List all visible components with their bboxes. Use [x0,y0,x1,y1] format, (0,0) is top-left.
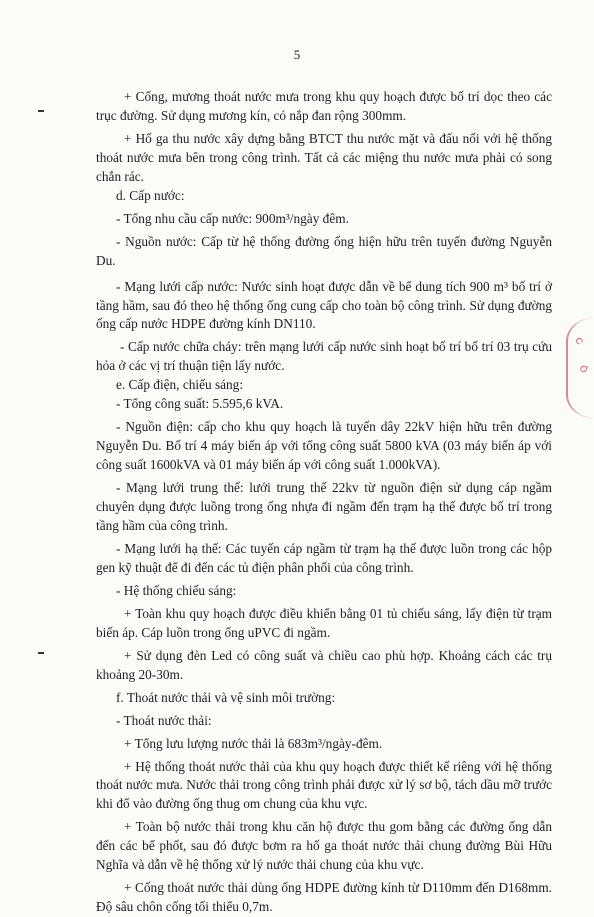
paragraph: + Hệ thống thoát nước thải của khu quy hoạch được thiết kế riêng với hệ thống thoát nước mưa. Nước thải trong công trình phải được xử lý sơ bộ, tách dầu mỡ trước khi đổ vào đường ống thug om chung của khu vực. [96,758,552,812]
paragraph: - Nguồn nước: Cấp từ hệ thống đường ống hiện hữu trên tuyến đường Nguyễn Du. [96,233,552,268]
margin-mark [38,652,44,654]
section-heading: d. Cấp nước: [116,187,185,203]
paragraph: + Cống thoát nước thải dùng ống HDPE đường kính từ D110mm đến D168mm. Độ sâu chôn cống tối thiểu 0,7m. [96,880,552,915]
section-heading: f. Thoát nước thải và vệ sinh môi trường: [116,689,336,705]
paragraph: - Tổng nhu cầu cấp nước: 900m³/ngày đêm. [116,210,349,226]
paragraph: - Mạng lưới cấp nước: Nước sinh hoạt được dẫn về bể dung tích 900 m³ bố trí ở tầng hầm, sau đó theo hệ thống ống cung cấp cho toàn bộ công trình. Sử dụng đường ống cấp nước HDPE đường kính DN110. [96,278,552,332]
paragraph: - Thoát nước thải: [116,712,212,728]
paragraph: + Cống, mương thoát nước mưa trong khu quy hoạch được bố trí dọc theo các trục đường. Sử dụng mương kín, có nắp đan rộng 300mm. [96,89,552,123]
red-stamp-fragment: C Ô [566,318,594,418]
margin-mark [38,110,44,112]
paragraph: - Hệ thống chiếu sáng: [116,582,237,598]
paragraph: - Nguồn điện: cấp cho khu quy hoạch là tuyến dây 22kV hiện hữu trên đường Nguyễn Du. Bố trí 4 máy biến áp với tổng công suất 5800 kVA (03 máy biến áp với công suất 1600kVA và 01 máy biến áp với công suất 1.000kVA). [96,419,552,473]
paragraph: - Mạng lưới trung thế: lưới trung thế 22kv từ nguồn điện sử dụng cáp ngầm chuyên dụng được luồng trong ống nhựa đi ngầm đến trạm hạ thế được bố trí trong tầng hầm của công trình. [96,480,552,534]
page-number: 5 [293,47,301,62]
document-body [96,88,552,917]
paragraph: - Tổng công suất: 5.595,6 kVA. [116,396,284,412]
section-heading: e. Cấp điện, chiếu sáng: [116,377,244,393]
paragraph: - Mạng lưới hạ thế: Các tuyến cáp ngầm từ trạm hạ thế được luồn trong các hộp gen kỹ thuật để đi đến các tủ điện phân phối của công trình. [96,540,552,575]
paragraph: + Sử dụng đèn Led có công suất và chiều cao phù hợp. Khoảng cách các trụ khoảng 20-30m. [96,647,552,682]
paragraph: + Hố ga thu nước xây dựng bằng BTCT thu nước mặt và đấu nối với hệ thống thoát nước mưa bên trong công trình. Tất cả các miệng thu nước mưa phải có song chắn rác. [96,130,552,184]
paragraph: + Toàn khu quy hoạch được điều khiển bằng 01 tủ chiếu sáng, lấy điện từ trạm biến áp. Cáp luồn trong ống uPVC đi ngầm. [96,605,552,640]
paragraph: - Cấp nước chữa cháy: trên mạng lưới cấp nước sinh hoạt bố trí bố trí 03 trụ cứu hỏa ở các vị trí thuận tiện lấy nước. [96,339,552,374]
paragraph: + Tổng lưu lượng nước thải là 683m³/ngày-đêm. [124,735,383,751]
paragraph: + Toàn bộ nước thải trong khu căn hộ được thu gom bằng các đường ống dẫn đến các bể phốt, sau đó được bơm ra hố ga thoát nước thải chung đường Bùi Hữu Nghĩa và dẫn về hệ thống xử lý nước thải chung của khu vực. [96,819,552,873]
